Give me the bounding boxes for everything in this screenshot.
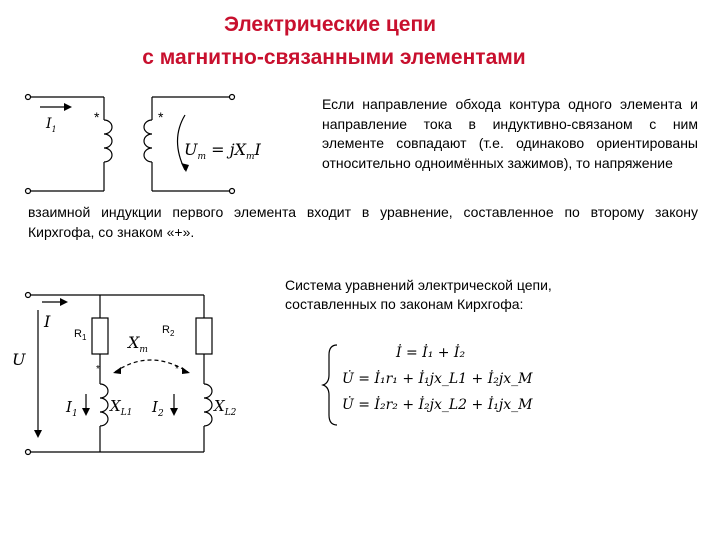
r1-label: $R_1$ <box>74 328 87 343</box>
page-title-line2: с магнитно-связанными элементами <box>142 46 526 69</box>
equation-2: U̇ = İ₁r₁ + İ₁jx_L1 + İ₂jx_M <box>342 371 533 387</box>
r2-label: $R_2$ <box>162 324 175 339</box>
xl1-label: $X_{L1}$ <box>110 397 133 418</box>
system-caption: Система уравнений электрической цепи, составленных по законам Кирхгофа: <box>285 277 552 312</box>
explanation-paragraph-1: Если направление обхода контура одного элемента и направление тока в индуктивно-связаном с ним элементе совпадают (т.е. одинаково ориентированы относительно одноимённых зажимов), то напряжение <box>322 96 698 171</box>
voltage-label: U <box>12 350 26 369</box>
star-mark-3: * <box>96 364 100 375</box>
star-mark-2: * <box>158 109 164 125</box>
current-i1-label: $I_1$ <box>46 116 57 134</box>
i2-label: $I_2$ <box>152 398 164 419</box>
page-title-line1: Электрические цепи <box>223 13 437 36</box>
total-current-label: I <box>44 312 51 331</box>
equation-1: İ = İ₁ + İ₂ <box>396 345 466 361</box>
mutual-voltage-formula: $U_m = jX_mI$ <box>184 140 261 163</box>
star-mark-1: * <box>94 109 100 125</box>
xl2-label: $X_{L2}$ <box>214 397 237 418</box>
explanation-paragraph-2: взаимной индукции первого элемента входит в уравнение, составленное по второму закону Кирхгофа, со знаком «+». <box>28 204 698 240</box>
star-mark-4: * <box>175 364 179 375</box>
xm-label: $X_m$ <box>128 333 148 356</box>
equation-3: U̇ = İ₂r₂ + İ₂jx_L2 + İ₁jx_M <box>342 397 533 413</box>
i1-label: $I_1$ <box>66 398 78 419</box>
